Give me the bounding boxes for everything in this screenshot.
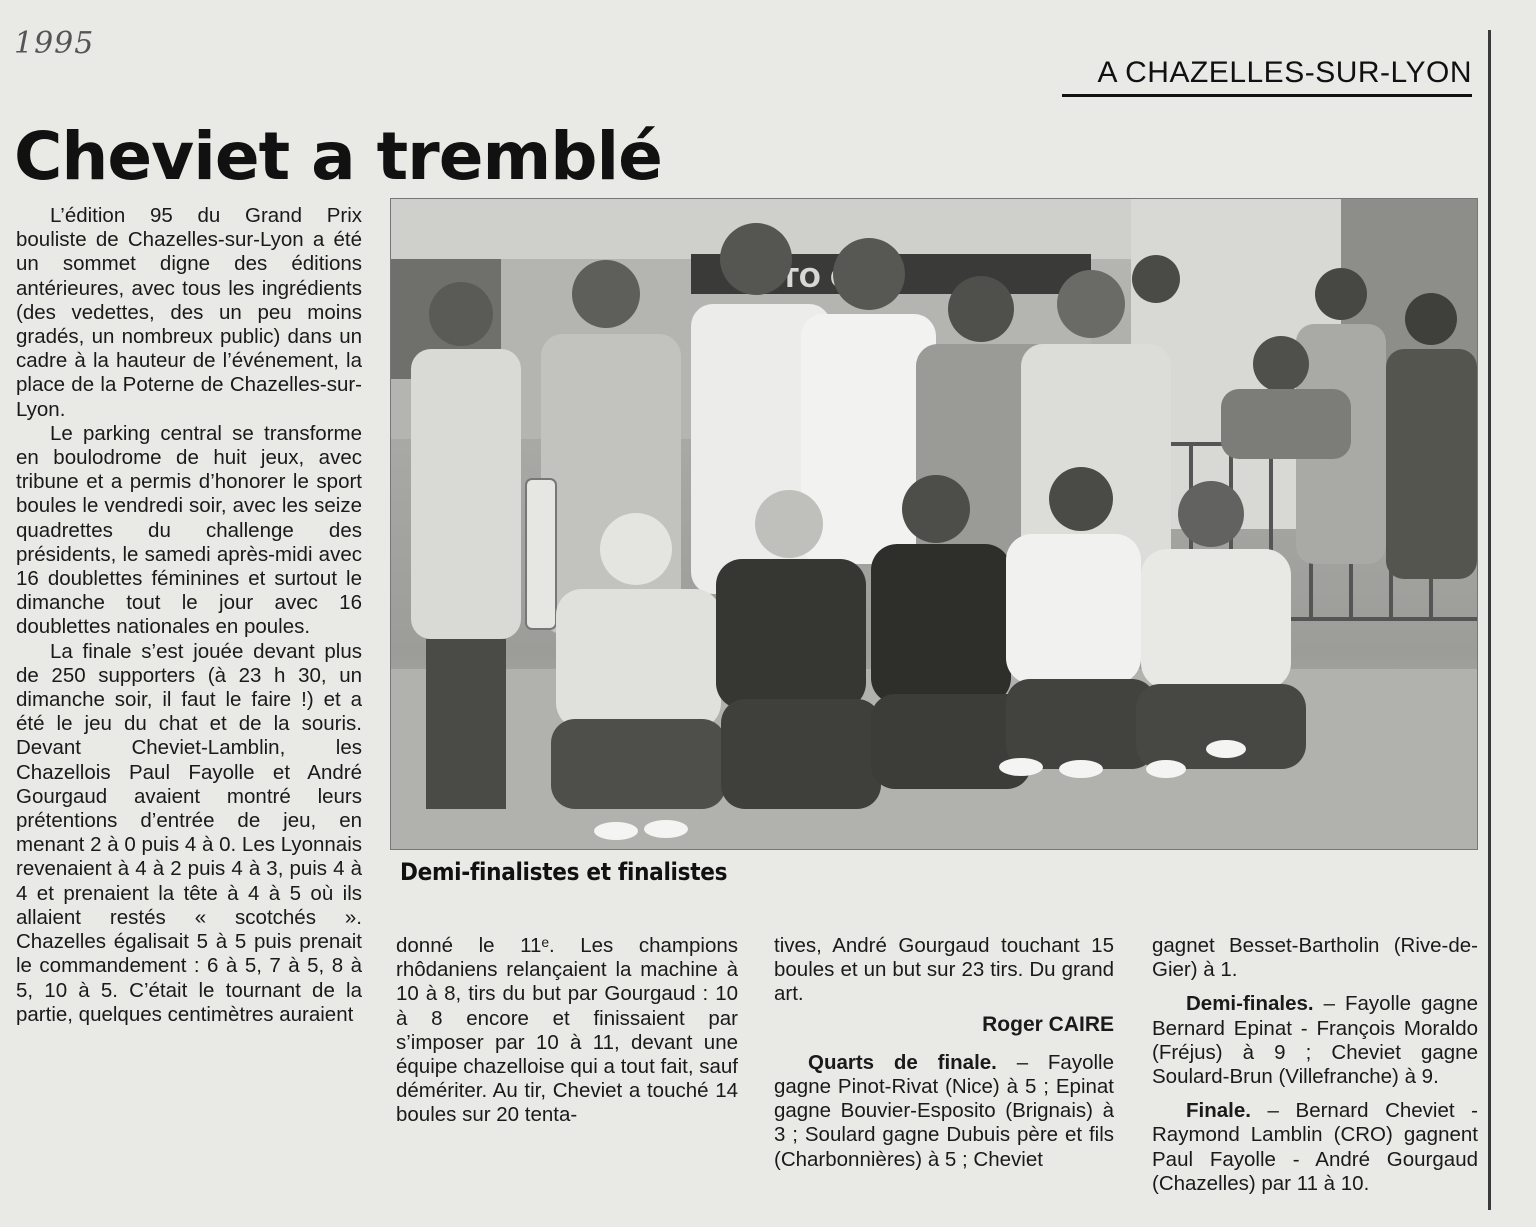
paragraph-intro: L’édition 95 du Grand Prix bouliste de Chazelles-sur-Lyon a été un sommet digne des éditions antérieures, avec tous les ingrédients (des vedettes, des un peu moins gradés, un nombreux public) dans un cadre à la hauteur de l’événement, la place de la Poterne de Chazelles-sur-Lyon. bbox=[16, 204, 362, 421]
byline: Roger CAIRE bbox=[982, 1012, 1114, 1036]
finale-label: Finale. bbox=[1186, 1099, 1251, 1123]
paragraph-parking: Le parking central se transforme en boulodrome de huit jeux, avec tribune et a permis d’honorer le sport boules le vendredi soir, avec les seize quadrettes du challenge des présidents, le samedi après-midi avec 16 doublettes féminines et surtout le dimanche tout le jour avec 16 doublettes nationales en poules. bbox=[16, 421, 362, 639]
finale-text: – Bernard Cheviet - Raymond Lamblin (CRO) gagnent Paul Fayolle - André Gourgaud (Chazelles) par 11 à 10. bbox=[1152, 1099, 1478, 1195]
demi-label: Demi-finales. bbox=[1186, 992, 1314, 1016]
demi-text: – Fayolle gagne Bernard Epinat - François Moraldo (Fréjus) à 9 ; Cheviet gagne Soulard-Brun (Villefranche) à 9. bbox=[1152, 992, 1478, 1089]
column-3 bbox=[774, 934, 1114, 1182]
team-photo-graphic bbox=[391, 199, 1477, 849]
trophy bbox=[526, 479, 556, 629]
column-2 bbox=[396, 934, 738, 1128]
results-demi-finale bbox=[1152, 934, 1478, 1196]
quarts-cont: gagnet Besset-Bartholin (Rive-de-Gier) à 1. bbox=[1152, 934, 1478, 982]
column-1 bbox=[16, 204, 362, 1027]
quarts-label: Quarts de finale. bbox=[808, 1050, 997, 1074]
sign-text: TO bbox=[781, 264, 821, 294]
photo-caption: Demi-finalistes et finalistes bbox=[400, 858, 728, 886]
paragraph-finale-end: tives, André Gourgaud touchant 15 boules et un but sur 23 tirs. Du grand art. bbox=[774, 934, 1114, 1006]
section-rubric: A CHAZELLES-SUR-LYON bbox=[1062, 56, 1472, 97]
paragraph-finale: La finale s’est jouée devant plus de 250 supporters (à 23 h 30, un dimanche soir, il faut le faire !) et a été le jeu du chat et de la souris. Devant Cheviet-Lamblin, les Chazellois Paul Fayolle et André Gourgaud avaient montré leurs prétentions d’entrée de jeu, en menant 2 à 0 puis 4 à 0. Les Lyonnais revenaient à 4 à 2 puis 4 à 3, puis 4 à 4 et prenaient la tête à 4 à 5 où ils allaient restés « scotchés ». Chazelles égalisait 5 à 5 puis prenait le commandement : 6 à 5, 7 à 5, 8 à 5, 10 à 5. C’était le tournant de la partie, quelques centimètres auraient bbox=[16, 639, 362, 1026]
quarts-text: – Fayolle gagne Pinot-Rivat (Nice) à 5 ; Epinat gagne Bouvier-Esposito (Brignais) à 3 ; Soulard gagne Dubuis père et fils (Charbonnières) à 5 ; Cheviet bbox=[774, 1050, 1114, 1171]
column-4 bbox=[1152, 934, 1478, 1206]
handwritten-year: 1995 bbox=[14, 26, 95, 61]
headline: Cheviet a tremblé bbox=[14, 118, 662, 195]
paper-edge bbox=[1488, 30, 1491, 1210]
team-photo bbox=[390, 198, 1478, 850]
paragraph-finale-cont: donné le 11ᵉ. Les champions rhôdaniens relançaient la machine à 10 à 8, tirs du but par Gourgaud : 10 à 8 encore et finissaient par s’imposer par 10 à 11, devant une équipe chazelloise qui a tout fait, sauf démériter. Au tir, Cheviet a touché 14 boules sur 20 tenta- bbox=[396, 934, 738, 1127]
results-quarts bbox=[774, 1051, 1114, 1172]
